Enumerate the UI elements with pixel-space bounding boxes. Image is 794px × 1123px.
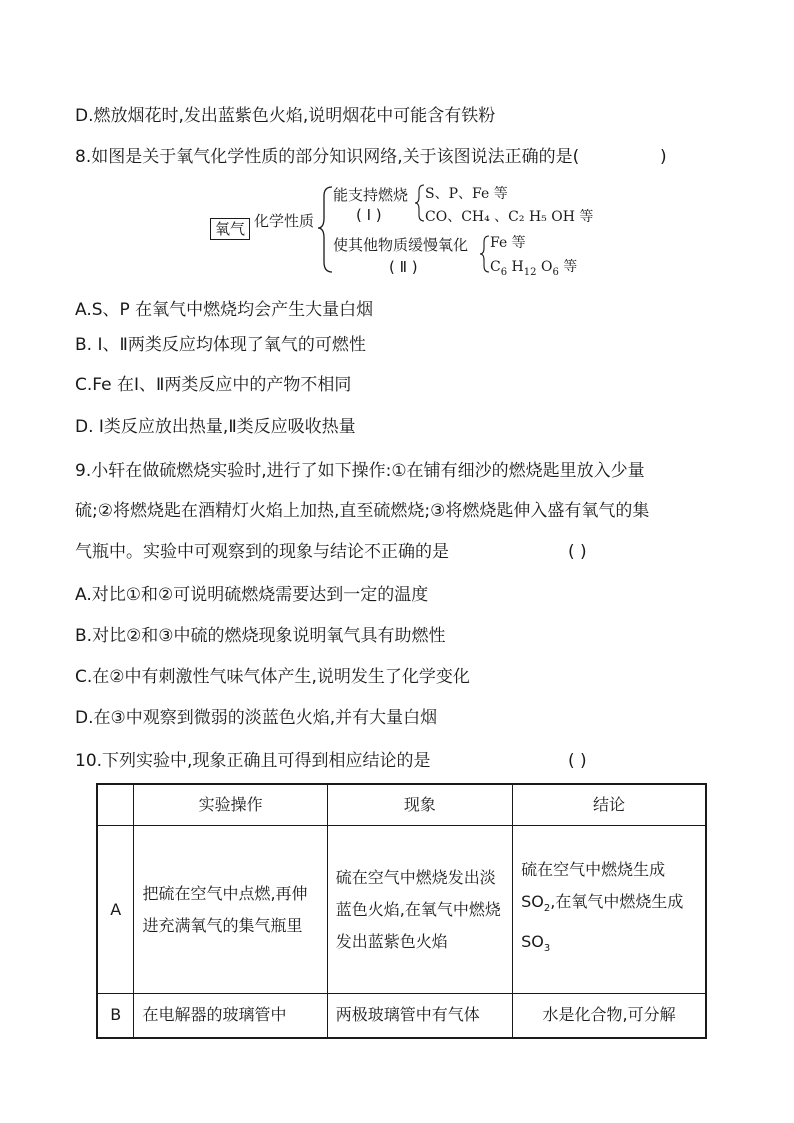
q8-answer-paren-close: ) xyxy=(660,147,667,167)
type1-label: 能支持燃烧 xyxy=(333,186,409,204)
type2-example-1: Fe 等 xyxy=(490,235,526,251)
type2-label: 使其他物质缓慢氧化 xyxy=(333,236,469,254)
table-header-cell: 现象 xyxy=(327,784,512,826)
q9-option-b: B.对比②和③中硫的燃烧现象说明氧气具有助燃性 xyxy=(75,626,446,646)
branch-chemical-property: 化学性质 xyxy=(254,212,315,230)
operation-cell: 在电解器的玻璃管中 xyxy=(134,994,327,1038)
operation-cell: 把硫在空气中点燃,再伸进充满氧气的集气瓶里 xyxy=(134,826,327,994)
q8-option-b: B. Ⅰ、Ⅱ两类反应均体现了氧气的可燃性 xyxy=(75,335,366,355)
q9-option-d: D.在③中观察到微弱的淡蓝色火焰,并有大量白烟 xyxy=(75,708,438,728)
type1-example-2: CO、CH₄ 、C₂ H₅ OH 等 xyxy=(425,209,594,225)
phenomenon-cell: 硫在空气中燃烧发出淡蓝色火焰,在氧气中燃烧发出蓝紫色火焰 xyxy=(327,826,512,994)
table-header-cell: 实验操作 xyxy=(134,784,327,826)
q10-stem: 10.下列实验中,现象正确且可得到相应结论的是 xyxy=(75,751,431,771)
q9-option-c: C.在②中有刺激性气味气体产生,说明发生了化学变化 xyxy=(75,667,470,687)
conclusion-cell: 硫在空气中燃烧生成 $SO_2$,在氧气中燃烧生成 $SO_3$ xyxy=(513,826,706,994)
type1-mark: ( Ⅰ ) xyxy=(356,206,382,224)
table-header-cell: 结论 xyxy=(513,784,706,826)
phenomenon-cell: 两极玻璃管中有气体 xyxy=(327,994,512,1038)
table-row xyxy=(97,994,706,1038)
q7-option-d: D.燃放烟花时,发出蓝紫色火焰,说明烟花中可能含有铁粉 xyxy=(75,106,496,126)
type1-brace xyxy=(415,185,424,221)
type2-mark: ( Ⅱ ) xyxy=(389,258,418,276)
type2-brace xyxy=(480,236,489,272)
table-row xyxy=(97,826,706,994)
q9-stem-line-1: 9.小轩在做硫燃烧实验时,进行了如下操作:①在铺有细沙的燃烧匙里放入少量 xyxy=(75,461,645,481)
table-header-row xyxy=(97,784,706,826)
type1-example-1: S、P、Fe 等 xyxy=(425,186,508,202)
q8-option-d: D. Ⅰ类反应放出热量,Ⅱ类反应吸收热量 xyxy=(75,417,356,437)
q10-experiment-table xyxy=(96,783,707,1039)
q8-option-c: C.Fe 在Ⅰ、Ⅱ两类反应中的产物不相同 xyxy=(75,375,352,395)
q10-answer-paren: ( ) xyxy=(568,751,587,771)
type2-example-2: $C_6$ $H_{12}$ $O_6$ 等 xyxy=(490,259,578,278)
q9-option-a: A.对比①和②可说明硫燃烧需要达到一定的温度 xyxy=(75,585,429,605)
row-label: B xyxy=(97,994,134,1038)
q9-answer-paren: ( ) xyxy=(568,542,587,562)
q9-stem-line-2: 硫;②将燃烧匙在酒精灯火焰上加热,直至硫燃烧;③将燃烧匙伸入盛有氧气的集 xyxy=(75,501,650,521)
conclusion-cell: 水是化合物,可分解 xyxy=(513,994,706,1038)
main-brace xyxy=(318,187,332,272)
row-label: A xyxy=(97,826,134,994)
oxygen-box: 氧气 xyxy=(210,218,250,240)
q9-stem-line-3: 气瓶中。实验中可观察到的现象与结论不正确的是 xyxy=(75,542,449,562)
table-header-cell xyxy=(97,784,134,826)
q8-stem: 8.如图是关于氧气化学性质的部分知识网络,关于该图说法正确的是( xyxy=(75,147,580,167)
q8-option-a: A.S、P 在氧气中燃烧均会产生大量白烟 xyxy=(75,300,374,320)
